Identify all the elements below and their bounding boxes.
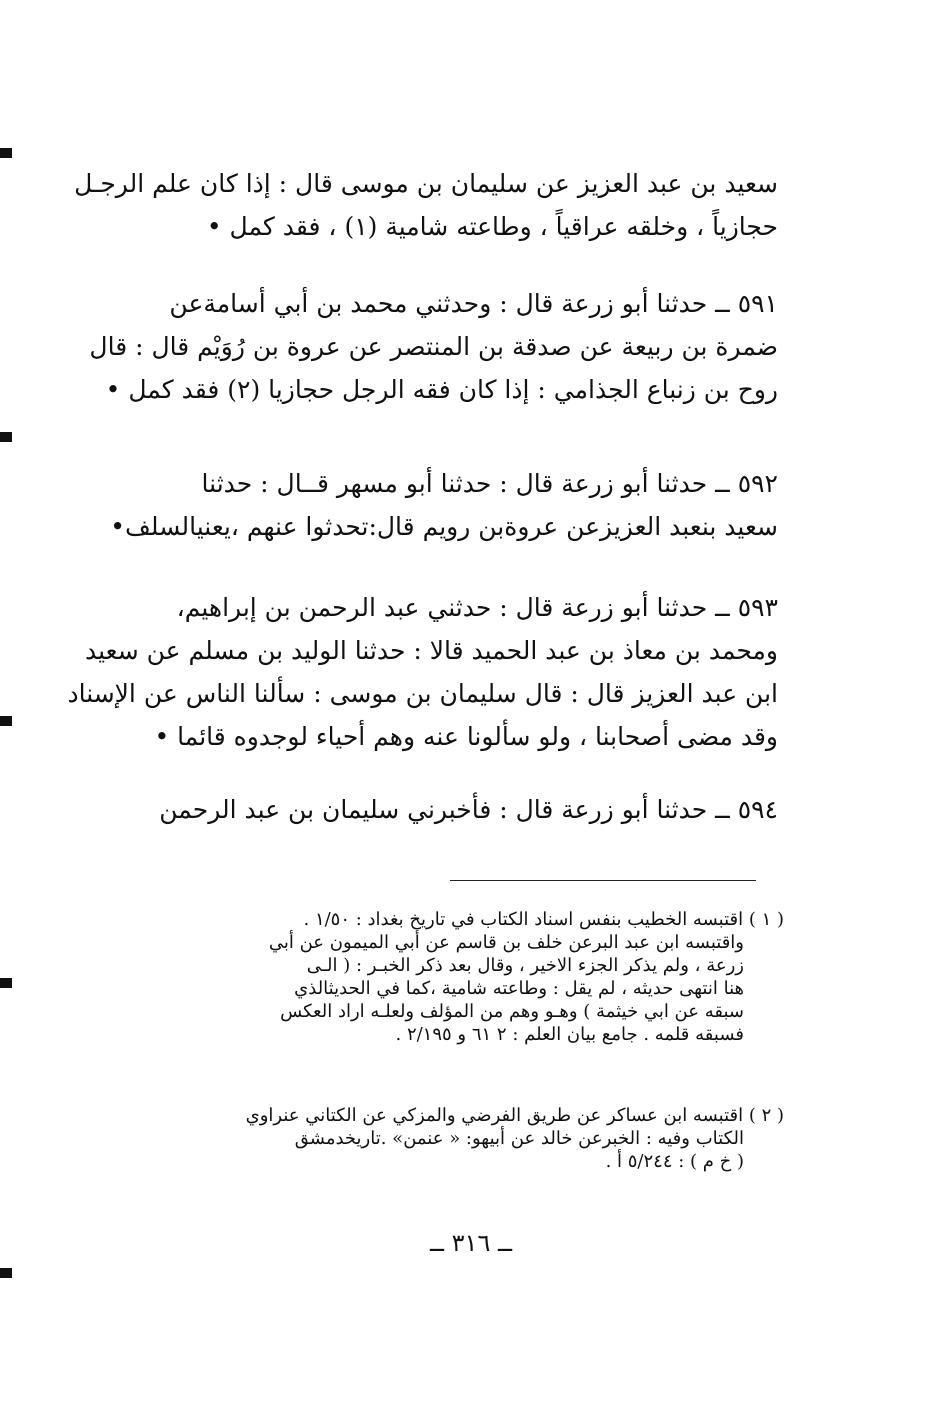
footnote-separator [450,880,756,881]
text-line: وقد مضى أصحابنا ، ولو سألونا عنه وهم أحياء لوجدوه قائما • [154,722,778,751]
footnote-line: واقتبسه ابن عبد البرعن خلف بن قاسم عن أبي الميمون عن أبي [268,932,744,953]
footnote-line: الكتاب وفيه : الخبرعن خالد عن أبيهو: « عنمن» .تاريخدمشق [294,1128,744,1149]
footnote-line: ( خ م ) : ٥/٢٤٤ أ . [605,1151,744,1172]
text-line: سعيد بنعبد العزيزعن عروةبن رويم قال:تحدثوا عنهم ،يعنيالسلف• [110,512,778,541]
footnote-line: هنا انتهى حديثه ، لم يقل : وطاعته شامية ،كما في الحديثالذي [294,978,744,999]
scan-edge-mark [0,148,12,158]
scan-edge-mark [0,1268,12,1278]
text-line: ٥٩٣ ــ حدثنا أبو زرعة قال : حدثني عبد الرحمن بن إبراهيم، [176,593,778,622]
hadith-591 [89,282,778,411]
footnote-2 [124,1104,784,1173]
text-line: حجازياً ، وخلقه عراقياً ، وطاعته شامية (١) ، فقد كمل • [206,212,778,241]
hadith-592 [110,462,778,548]
text-line: ٥٩٢ ــ حدثنا أبو زرعة قال : حدثنا أبو مسهر قــال : حدثنا [201,469,778,498]
text-line: سعيد بن عبد العزيز عن سليمان بن موسى قال : إذا كان علم الرجـل [74,169,778,198]
hadith-593 [67,586,778,758]
footnote-line: زرعة ، ولم يذكر الجزء الاخير ، وقال بعد ذكر الخبـر : ( الـى [306,955,744,976]
text-line: ٥٩١ ــ حدثنا أبو زرعة قال : وحدثني محمد بن أبي أسامةعن [169,289,778,318]
text-line: ابن عبد العزيز قال : قال سليمان بن موسى : سألنا الناس عن الإسناد [67,679,778,708]
footnote-1 [124,908,784,1046]
scan-edge-mark [0,978,12,988]
footnote-line: سبقه عن ابي خيثمة ) وهـو وهم من المؤلف ولعلـه اراد العكس [280,1001,744,1022]
text-line: ومحمد بن معاذ بن عبد الحميد قالا : حدثنا الوليد بن مسلم عن سعيد [85,636,778,665]
footnote-line: ( ٢ ) اقتبسه ابن عساكر عن طريق الفرضي والمزكي عن الكتاني عنراوي [245,1105,784,1126]
text-line: ٥٩٤ ــ حدثنا أبو زرعة قال : فأخبرني سليمان بن عبد الرحمن [159,795,778,824]
text-block-continuation [74,162,778,248]
hadith-594 [128,788,778,831]
footnote-line: فسبقه قلمه . جامع بيان العلم : ٢ ٦١ و ٢/١٩٥ . [395,1024,744,1045]
text-line: روح بن زنباع الجذامي : إذا كان فقه الرجل حجازيا (٢) فقد كمل • [105,375,778,404]
text-line: ضمرة بن ربيعة عن صدقة بن المنتصر عن عروة بن رُوَيْم قال : قال [89,332,778,361]
footnote-line: ( ١ ) اقتبسه الخطيب بنفس اسناد الكتاب في تاريخ بغداد : ١/٥٠ . [303,909,784,930]
scan-edge-mark [0,432,12,442]
page-number: ــ ٣١٦ ــ [429,1229,513,1257]
scan-edge-mark [0,716,12,726]
